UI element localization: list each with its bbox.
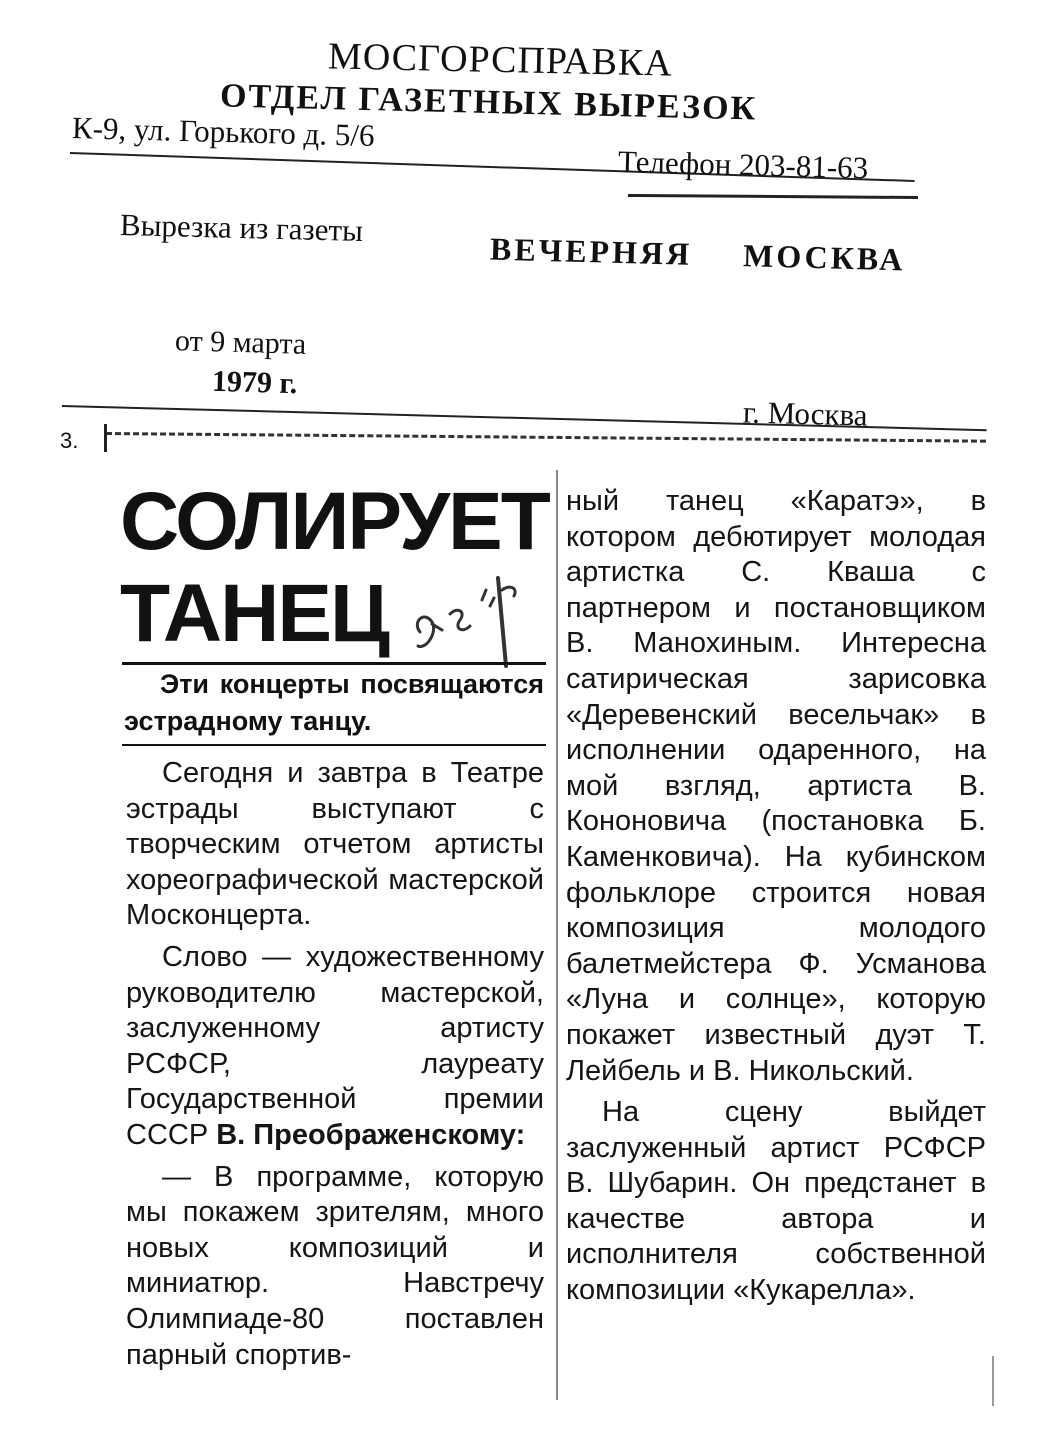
col1-paragraph-3: — В программе, которую мы покажем зрителям, много новых композиций и миниатюр. Навстречу Олимпиаде-80 поставлен парный спортив- (126, 1160, 544, 1371)
stamp-code: 3. (60, 428, 79, 453)
lead-rule-bottom (122, 744, 546, 746)
stamp-org-name: МОСГОРСПРАВКА (327, 35, 674, 85)
stamp-newspaper-name: ВЕЧЕРНЯЯ МОСКВА (489, 230, 906, 278)
interviewee-name: В. Преображенскому: (216, 1118, 526, 1151)
stamp-address: К-9, ул. Горького д. 5/6 (71, 110, 375, 153)
col2-paragraph-2: На сцену выйдет заслуженный артист РСФСР В. Шубарин. Он предстанет в качестве автора и исполнителя собственной композиции «Кукарелла». (566, 1096, 986, 1307)
clip-cut-line (106, 432, 986, 443)
article-lead: Эти концерты посвящаются эстрадному танцу. (124, 669, 544, 736)
stamp-date: от 9 марта (174, 324, 307, 361)
article-column-1 (126, 756, 544, 1373)
column-divider (556, 470, 558, 1400)
stamp-department: ОТДЕЛ ГАЗЕТНЫХ ВЫРЕЗОК (219, 77, 758, 128)
clip-margin-tick (104, 424, 107, 452)
stamp-clip-label: Вырезка из газеты (119, 207, 364, 248)
col1-paragraph-1: Сегодня и завтра в Театре эстрады выступают с творческим отчетом артисты хореографической мастерской Москонцерта. (126, 757, 544, 932)
article-headline: СОЛИРУЕТ ТАНЕЦ (120, 476, 549, 659)
stamp-phone: Телефон 203-81-63 (617, 143, 869, 186)
stamp-rule-phone (628, 194, 918, 199)
clip-edge-mark (992, 1356, 994, 1406)
col1-paragraph-2 (126, 940, 544, 1154)
stamp-year: 1979 г. (211, 364, 298, 401)
stamp-city: г. Москва (742, 394, 869, 433)
article-column-2 (566, 484, 986, 1309)
col1-paragraph-2-text: Слово — художественному руководителю мастерской, заслуженному артисту РСФСР, лауреату Государственной премии СССР (126, 940, 544, 1151)
lead-rule-top (122, 662, 546, 665)
col2-paragraph-1: ный танец «Каратэ», в котором дебютирует молодая артистка С. Кваша с партнером и постановщиком В. Манохиным. Интересна сатирическая зарисовка «Деревенский весельчак» в исполнении одаренного, на мой взгляд, артиста В. Кононовича (постановка Б. Каменковича). На кубинском фольклоре строится новая композиция молодого балетмейстера Ф. Усманова «Луна и солнце», которую покажет известный дуэт Т. Лейбель и В. Никольский. (566, 485, 986, 1087)
